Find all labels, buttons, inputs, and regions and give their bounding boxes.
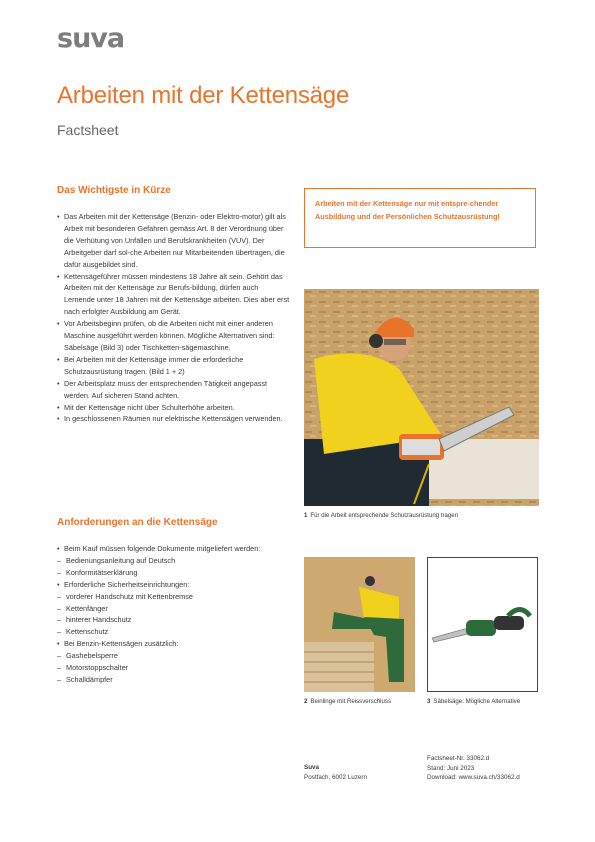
list-subitem: – Kettenschutz bbox=[57, 626, 291, 638]
list-subitem: – Motorstoppschalter bbox=[57, 662, 291, 674]
list-item: • In geschlossenen Räumen nur elektrische Kettensägen verwenden. bbox=[57, 413, 291, 425]
list-subitem: – hinterer Handschutz bbox=[57, 614, 291, 626]
download-link[interactable]: Download: www.suva.ch/33062.d bbox=[427, 774, 520, 781]
list-item: • Das Arbeiten mit der Kettensäge (Benzin- oder Elektro-motor) gilt als Arbeit mit besonderen Gefahren gemäss Art. 8 der Verordnung über die Verhütung von Unfällen und Berufskrankheiten (VUV). Der Arbeitgeber darf sol-che Arbeiten nur Mitarbeitenden übertragen, die dafür ausgebildet sind. bbox=[57, 211, 291, 271]
safety-note-box: Arbeiten mit der Kettensäge nur mit entspre-chender Ausbildung und der Persönlichen Schutzausrüstung! bbox=[304, 188, 536, 248]
footer-meta: Factsheet-Nr. 33062.d Stand: Juni 2023 Download: www.suva.ch/33062.d bbox=[427, 755, 520, 781]
list-subitem: – Bedienungsanleitung auf Deutsch bbox=[57, 555, 291, 567]
list-subitem: – Schalldämpfer bbox=[57, 674, 291, 686]
page-title: Arbeiten mit der Kettensäge bbox=[57, 82, 350, 109]
list-item: • Bei Arbeiten mit der Kettensäge immer die erforderliche Schutzausrüstung tragen. (Bild 1 + 2) bbox=[57, 354, 291, 378]
requirements-list bbox=[57, 543, 291, 686]
photo-leg-protection bbox=[304, 557, 415, 692]
caption-photo-2: 2 Beinlinge mit Reissverschluss bbox=[304, 698, 391, 705]
section-heading-key-points: Das Wichtigste in Kürze bbox=[57, 185, 171, 196]
list-item: • Beim Kauf müssen folgende Dokumente mitgeliefert werden: bbox=[57, 543, 291, 555]
list-subitem: – vorderer Handschutz mit Kettenbremse bbox=[57, 591, 291, 603]
list-subitem: – Gashebelsperre bbox=[57, 650, 291, 662]
list-item: • Kettensägeführer müssen mindestens 18 Jahre alt sein. Gehört das Arbeiten mit der Kettensäge zur Berufs-bildung, dürfen auch Lernende unter 18 Jahren mit der Kettensäge arbeiten. Dies aber erst nach erfolgter Ausbildung am Gerät. bbox=[57, 271, 291, 319]
list-item: • Bei Benzin-Kettensägen zusätzlich: bbox=[57, 638, 291, 650]
list-item: • Der Arbeitsplatz muss der entsprechenden Tätigkeit angepasst werden. Auf sicheren Stand achten. bbox=[57, 378, 291, 402]
photo-chainsaw-worker bbox=[304, 289, 539, 506]
list-subitem: – Konformitätserklärung bbox=[57, 567, 291, 579]
section-heading-requirements: Anforderungen an die Kettensäge bbox=[57, 517, 218, 528]
list-item: • Erforderliche Sicherheitseinrichtungen: bbox=[57, 579, 291, 591]
caption-photo-1: 1 Für die Arbeit entsprechende Schutzausrüstung tragen bbox=[304, 512, 459, 519]
list-item: • Mit der Kettensäge nicht über Schulterhöhe arbeiten. bbox=[57, 402, 291, 414]
page-subtitle: Factsheet bbox=[57, 122, 119, 138]
footer-org: Suva Postfach, 6002 Luzern bbox=[304, 764, 368, 781]
list-subitem: – Kettenfänger bbox=[57, 603, 291, 615]
suva-logo: suva bbox=[57, 23, 125, 54]
photo-reciprocating-saw bbox=[427, 557, 538, 692]
caption-photo-3: 3 Säbelsäge: Mögliche Alternative bbox=[427, 698, 521, 705]
list-item: • Vor Arbeitsbeginn prüfen, ob die Arbeiten nicht mit einer anderen Maschine ausgeführt werden können. Mögliche Alternativen sind: Säbelsäge (Bild 3) oder Tischketten-sägemaschine. bbox=[57, 318, 291, 354]
key-points-list bbox=[57, 211, 291, 425]
